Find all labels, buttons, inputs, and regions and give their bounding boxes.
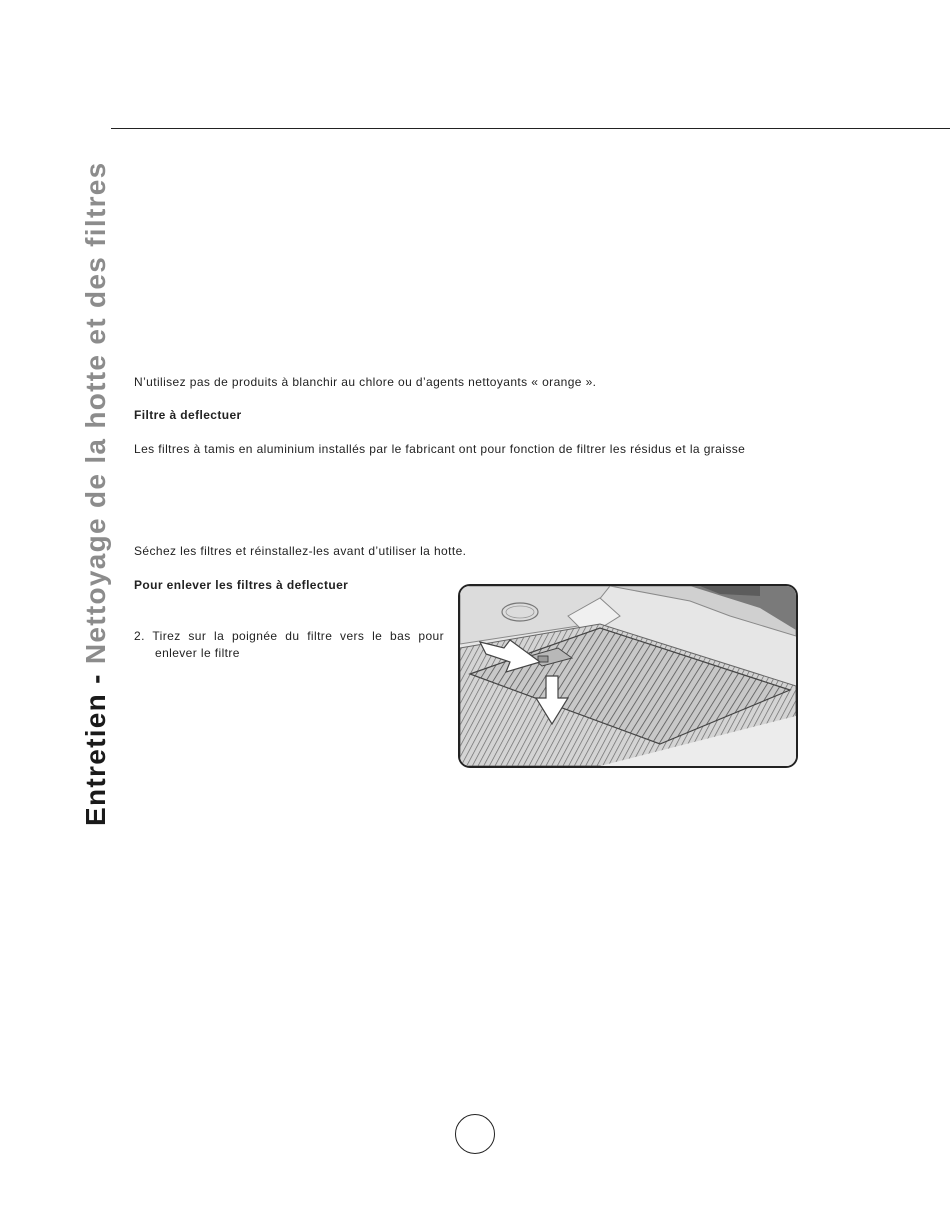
filter-removal-figure [458,584,798,768]
section-heading: Filtre à deflectuer [134,408,242,422]
sidebar-title [80,161,112,826]
step-2 [134,628,444,662]
filters-text: Les filtres à tamis en aluminium installés par le fabricant ont pour fonction de filtrer les résidus et la graisse [134,442,746,456]
dry-text: Séchez les filtres et réinstallez-les avant d’utiliser la hotte. [134,544,467,558]
sidebar-title-main: Entretien - [80,664,111,826]
sidebar-title-sub: Nettoyage de la hotte et des filtres [80,161,111,665]
remove-heading: Pour enlever les filtres à deflectuer [134,578,349,592]
step-2-line-1: 2. Tirez sur la poignée du filtre vers le bas pour [134,629,444,643]
warning-text: N’utilisez pas de produits à blanchir au chlore ou d’agents nettoyants « orange ». [134,375,597,389]
step-2-line-2: enlever le filtre [155,646,240,660]
filter-removal-illustration [460,586,796,766]
page-number-circle [455,1114,495,1154]
header-rule [111,128,950,129]
